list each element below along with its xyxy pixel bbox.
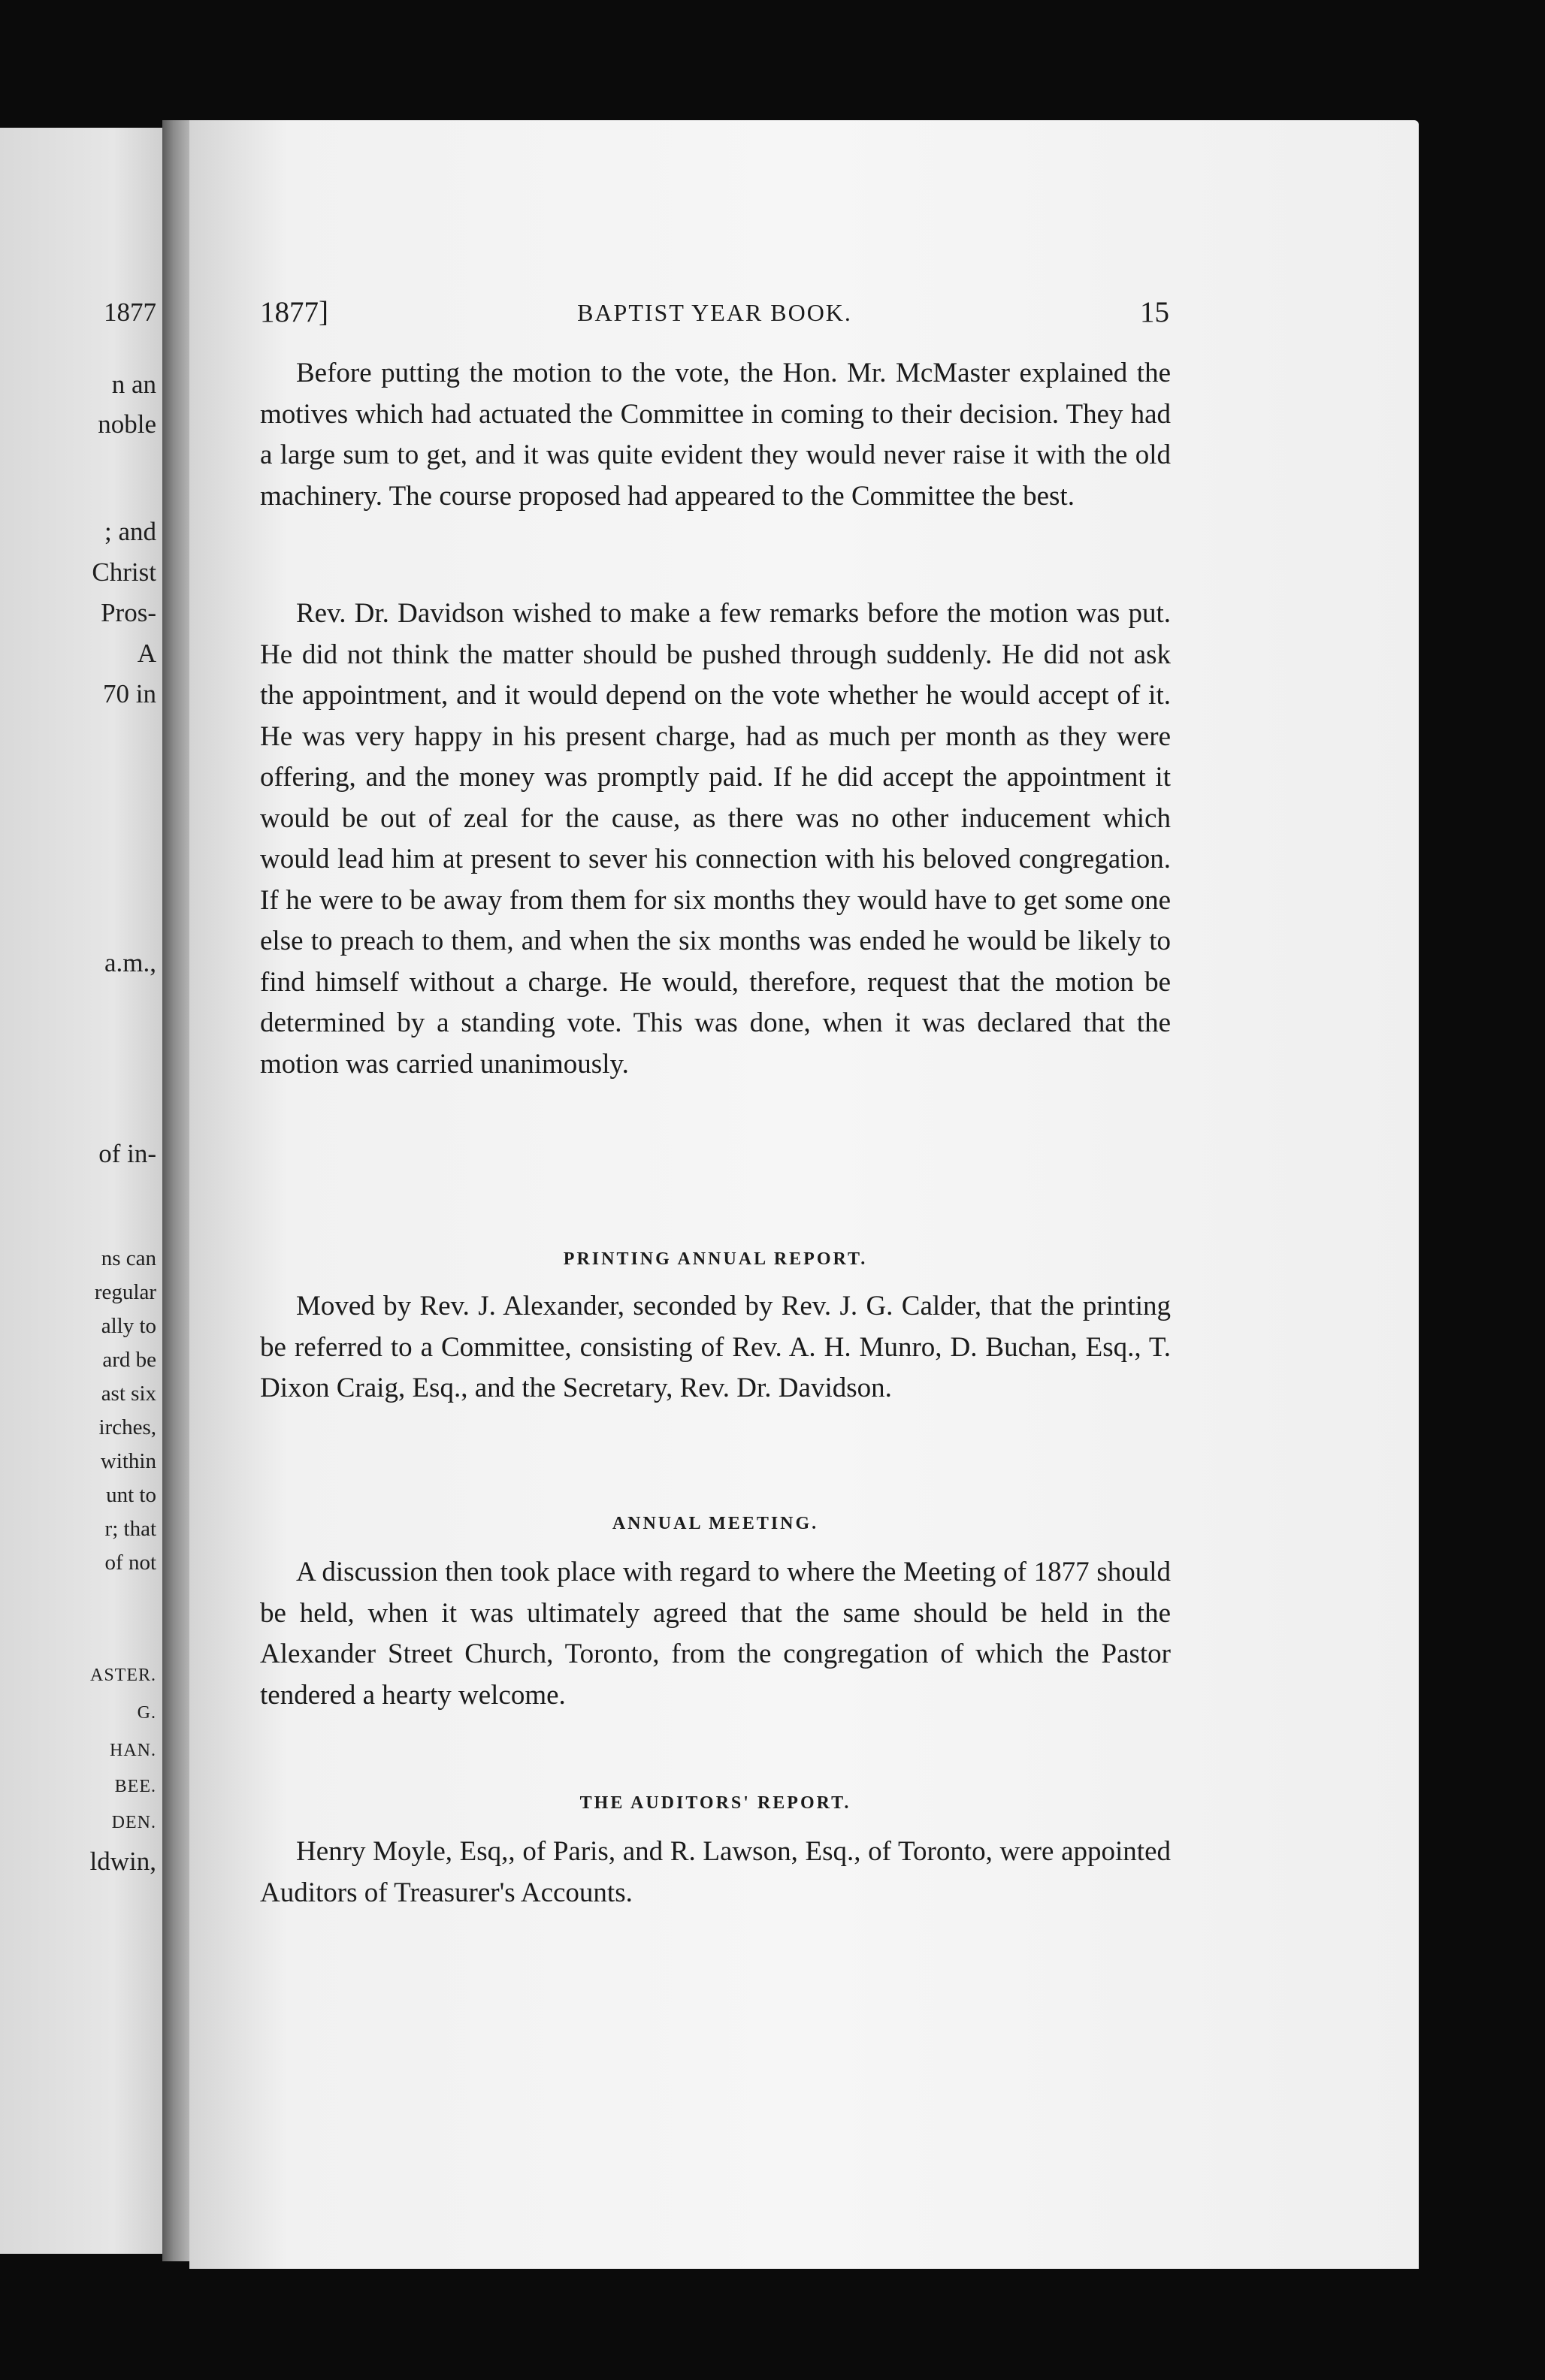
heading-printing-annual-report: PRINTING ANNUAL REPORT.	[563, 1249, 868, 1269]
left-page-fragment: n an	[111, 370, 156, 399]
paragraph-printing: Moved by Rev. J. Alexander, seconded by Rev. J. G. Calder, that the printing be referred to a Committee, consisting of Rev. A. H. Munro, D. Buchan, Esq., T. Dixon Craig, Esq., and the Secretary, Rev. Dr. Davidson.	[260, 1291, 1171, 1403]
left-page-fragment: ns can	[101, 1246, 156, 1270]
running-header	[260, 291, 1169, 334]
left-page-fragment: G.	[137, 1703, 156, 1723]
page-gutter	[162, 120, 191, 2261]
left-page-fragment: ast six	[101, 1382, 156, 1406]
left-page-fragment: ; and	[104, 517, 156, 546]
left-page-fragment: regular	[94, 1280, 156, 1304]
header-title: BAPTIST YEAR BOOK.	[577, 299, 852, 326]
page-number: 15	[1140, 296, 1169, 328]
left-page-fragment: a.m.,	[104, 948, 156, 977]
left-page-fragment: Pros-	[101, 598, 156, 627]
left-page-fragment: ally to	[101, 1314, 156, 1338]
paragraph-davidson: Rev. Dr. Davidson wished to make a few remarks before the motion was put. He did not think the matter should be pushed through suddenly. He did not ask the appointment, and it would depend on the vote whether he would accept of it. He was very happy in his present charge, had as much per month as they were offering, and the money was promptly paid. If he did accept the appointment it would be out of zeal for the cause, as there was no other inducement which would lead him at present to sever his connection with his beloved congregation. If he were to be away from them for six months they would have to get some one else to preach to them, and when the six months was ended he would be likely to find himself without a charge. He would, therefore, request that the motion be determined by a standing vote. This was done, when it was declared that the motion was carried unanimously.	[260, 598, 1171, 1080]
left-page-fragment: 1877	[104, 298, 156, 327]
left-page-fragment: noble	[98, 409, 156, 439]
paragraph-auditors: Henry Moyle, Esq,, of Paris, and R. Lawson, Esq., of Toronto, were appointed Auditors of Treasurer's Accounts.	[260, 1836, 1171, 1908]
left-page-fragment: BEE.	[114, 1777, 156, 1796]
left-page-fragment: r; that	[104, 1517, 156, 1541]
header-year: 1877]	[260, 296, 328, 328]
left-page-fragment: 70 in	[103, 679, 156, 708]
left-page-fragment: of not	[104, 1551, 156, 1575]
paragraph-mcmaster: Before putting the motion to the vote, the Hon. Mr. McMaster explained the motives which had actuated the Committee in coming to their decision. They had a large sum to get, and it was quite evident they would never raise it with the old machinery. The course proposed had appeared to the Committee the best.	[260, 358, 1171, 512]
left-page	[0, 128, 162, 2254]
left-page-fragment: Christ	[92, 557, 156, 587]
left-page-fragment: A	[137, 639, 156, 668]
left-page-fragment: HAN.	[110, 1741, 156, 1760]
left-page-fragment: irches,	[98, 1415, 156, 1439]
left-page-fragment: of in-	[98, 1139, 156, 1168]
left-page-fragment: ldwin,	[89, 1847, 156, 1876]
left-page-fragment: within	[100, 1449, 156, 1473]
left-page-fragment: ASTER.	[89, 1666, 156, 1685]
left-page-fragment: DEN.	[111, 1813, 156, 1832]
heading-auditors-report: THE AUDITORS' REPORT.	[579, 1793, 851, 1813]
paragraph-annual-meeting: A discussion then took place with regard to where the Meeting of 1877 should be held, when it was ultimately agreed that the same should be held in the Alexander Street Church, Toronto, from the congregation of which the Pastor tendered a hearty welcome.	[260, 1557, 1171, 1711]
heading-annual-meeting: ANNUAL MEETING.	[612, 1514, 819, 1533]
left-page-fragment: unt to	[106, 1483, 156, 1507]
left-page-fragment: ard be	[102, 1348, 156, 1372]
